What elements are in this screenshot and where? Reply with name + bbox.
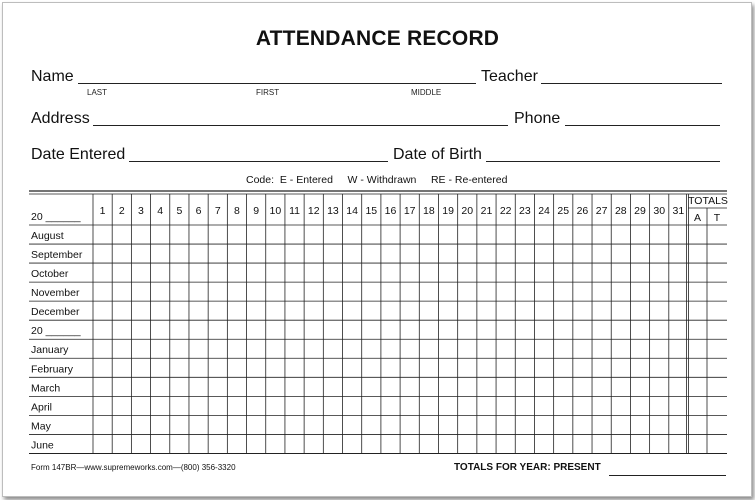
- name-label: Name: [31, 68, 74, 85]
- day-number-17: 17: [403, 205, 416, 217]
- row-label: September: [31, 249, 83, 262]
- row-label: April: [31, 401, 53, 414]
- day-number-28: 28: [614, 205, 627, 217]
- day-number-3: 3: [138, 205, 144, 217]
- date-of-birth-label: Date of Birth: [393, 146, 482, 163]
- day-number-29: 29: [634, 205, 646, 217]
- day-number-10: 10: [269, 205, 282, 217]
- row-label: January: [31, 344, 69, 357]
- row-label: November: [31, 287, 80, 300]
- date-entered-label: Date Entered: [31, 146, 126, 163]
- row-label: February: [31, 363, 74, 376]
- day-number-22: 22: [499, 205, 512, 217]
- day-number-6: 6: [195, 205, 202, 217]
- totals-col-t: T: [713, 212, 721, 224]
- day-number-14: 14: [346, 205, 358, 217]
- page-title: ATTENDANCE RECORD: [255, 27, 500, 50]
- day-number-26: 26: [576, 205, 589, 217]
- name-sub-middle: MIDDLE: [411, 88, 442, 97]
- totals-col-a: A: [693, 212, 702, 224]
- day-number-11: 11: [289, 205, 300, 217]
- day-number-12: 12: [307, 205, 320, 217]
- teacher-label: Teacher: [481, 68, 538, 85]
- phone-label: Phone: [514, 110, 561, 127]
- totals-for-year-field[interactable]: [609, 475, 726, 476]
- row-label: August: [31, 230, 64, 242]
- name-sub-first: FIRST: [256, 88, 280, 97]
- day-number-16: 16: [384, 205, 397, 217]
- day-number-19: 19: [442, 205, 454, 217]
- day-number-25: 25: [557, 205, 570, 217]
- day-number-21: 21: [480, 205, 493, 217]
- row-label: 20 ______: [31, 325, 81, 338]
- day-number-8: 8: [234, 205, 240, 217]
- row-label: December: [31, 306, 80, 319]
- totals-header: TOTALS: [688, 195, 728, 207]
- row-label: May: [31, 420, 51, 433]
- day-number-4: 4: [157, 205, 164, 217]
- day-number-9: 9: [253, 205, 260, 217]
- row-label: October: [31, 268, 69, 281]
- address-label: Address: [31, 110, 90, 127]
- day-number-20: 20: [461, 205, 474, 217]
- day-number-1: 1: [99, 205, 106, 217]
- year-label: 20 ______: [31, 211, 81, 223]
- day-number-18: 18: [423, 205, 435, 217]
- name-sub-last: LAST: [87, 88, 108, 97]
- day-number-27: 27: [595, 205, 608, 217]
- form-info: Form 147BR—www.supremeworks.com—(800) 356-3320: [31, 463, 236, 472]
- day-number-23: 23: [519, 205, 531, 217]
- day-number-15: 15: [365, 205, 378, 217]
- day-number-2: 2: [118, 205, 125, 217]
- totals-for-year-label: TOTALS FOR YEAR: PRESENT: [454, 462, 601, 473]
- row-label: March: [31, 382, 61, 395]
- code-legend: Code: E - Entered W - Withdrawn RE - Re-entered: [246, 174, 508, 186]
- day-number-24: 24: [538, 205, 550, 217]
- day-number-30: 30: [653, 205, 666, 217]
- day-number-13: 13: [327, 205, 339, 217]
- day-number-5: 5: [176, 205, 183, 217]
- day-number-7: 7: [214, 205, 221, 217]
- day-number-31: 31: [672, 205, 685, 217]
- row-label: June: [31, 439, 54, 452]
